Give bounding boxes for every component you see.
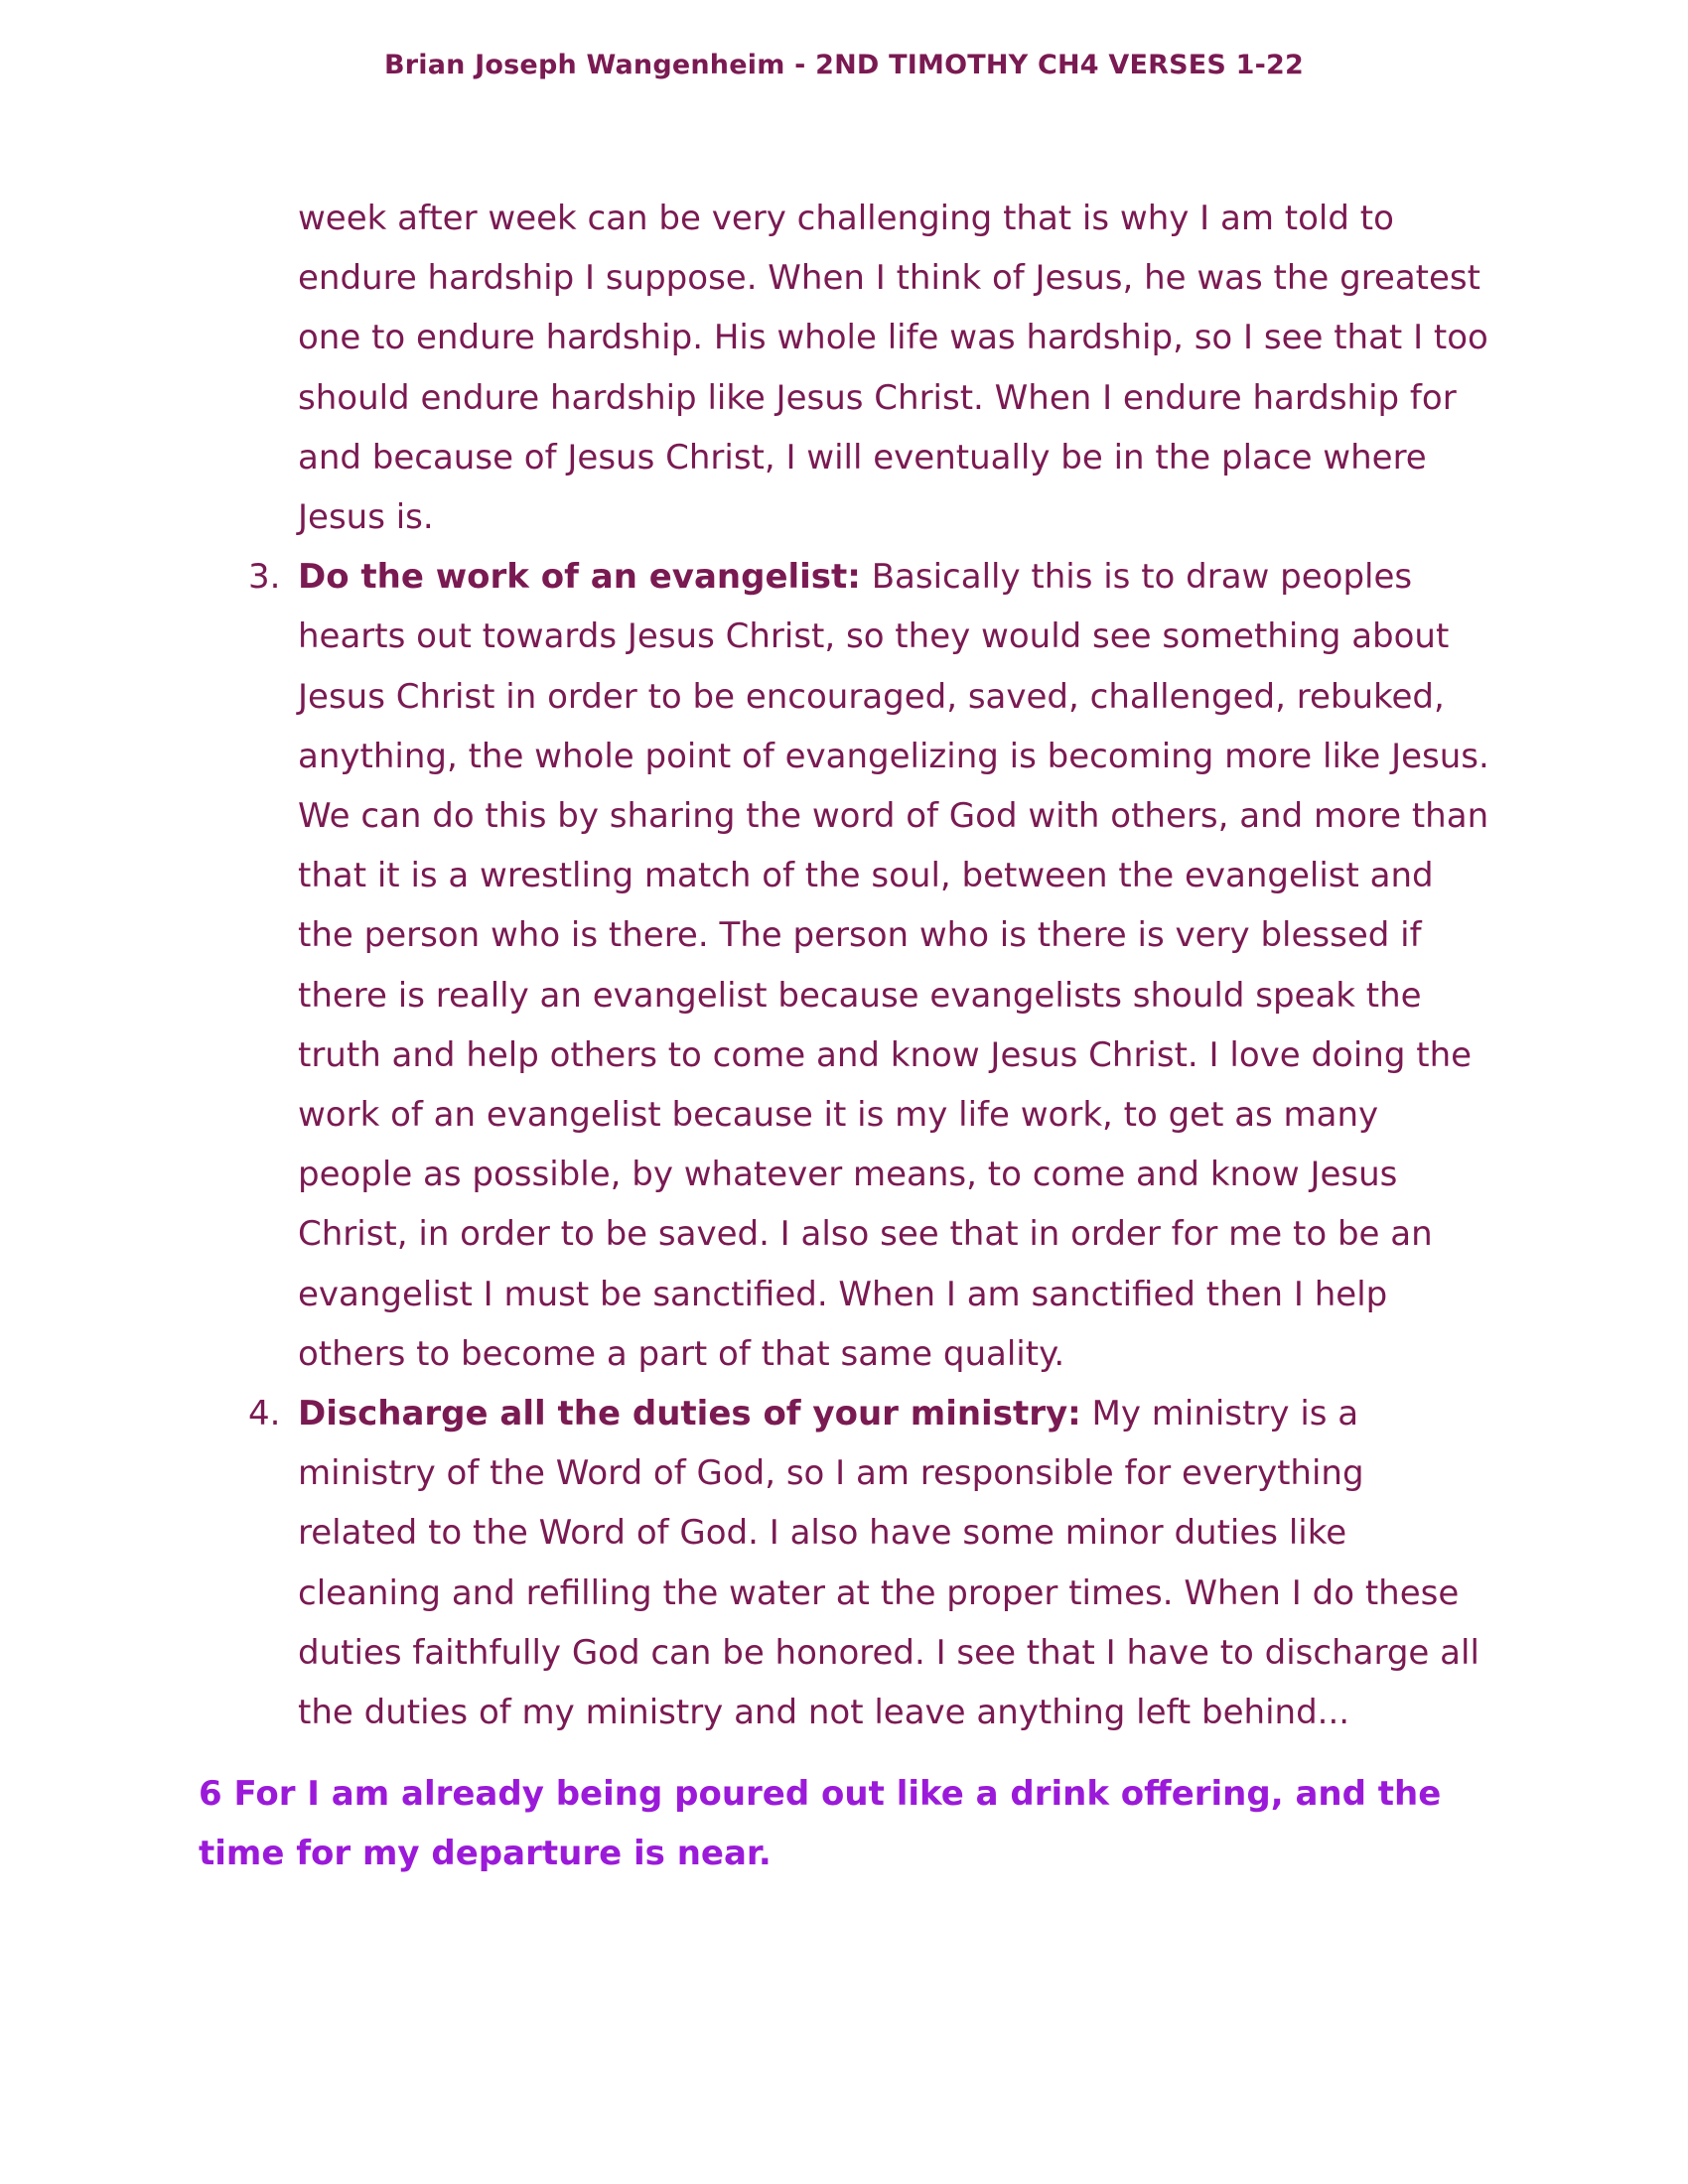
list-number: 4. <box>248 1394 281 1434</box>
list-item-body: My ministry is a ministry of the Word of God, so I am responsible for everything related to the Word of God. I also have some minor duties like cleaning and refilling the water at the proper times. When I do these duties faithfully God can be honored. I see that I have to discharge all the duties of my ministry and not leave anything left behind... <box>298 1394 1479 1733</box>
list-item-lead: Do the work of an evangelist: <box>298 557 861 598</box>
list-item-4 <box>248 1384 1489 1742</box>
list-item-3 <box>248 547 1489 1384</box>
running-header: Brian Joseph Wangenheim - 2ND TIMOTHY CH4 VERSES 1-22 <box>383 50 1305 80</box>
list-item-text <box>298 1384 1489 1742</box>
list-block <box>248 189 1489 1742</box>
list-number: 3. <box>248 557 281 598</box>
page-content <box>199 189 1489 1918</box>
list-item-text <box>298 547 1489 1384</box>
continuation-paragraph: week after week can be very challenging that is why I am told to endure hardship I suppose. When I think of Jesus, he was the greatest one to endure hardship. His whole life was hardship, so I see that I too should endure hardship like Jesus Christ. When I endure hardship for and because of Jesus Christ, I will eventually be in the place where Jesus is. <box>298 199 1488 538</box>
list-item-body: Basically this is to draw peoples hearts out towards Jesus Christ, so they would see something about Jesus Christ in order to be encouraged, saved, challenged, rebuked, anything, the whole point of evangelizing is becoming more like Jesus. We can do this by sharing the word of God with others, and more than that it is a wrestling match of the soul, between the evangelist and the person who is there. The person who is there is very blessed if there is really an evangelist because evangelists should speak the truth and help others to come and know Jesus Christ. I love doing the work of an evangelist because it is my life work, to get as many people as possible, by whatever means, to come and know Jesus Christ, in order to be saved. I also see that in order for me to be an evangelist I must be sanctified. When I am sanctified then I help others to become a part of that same quality. <box>298 557 1489 1374</box>
list-item-lead: Discharge all the duties of your ministry: <box>298 1394 1081 1434</box>
scripture-verse: 6 For I am already being poured out like a drink offering, and the time for my departure is near. <box>199 1774 1442 1874</box>
